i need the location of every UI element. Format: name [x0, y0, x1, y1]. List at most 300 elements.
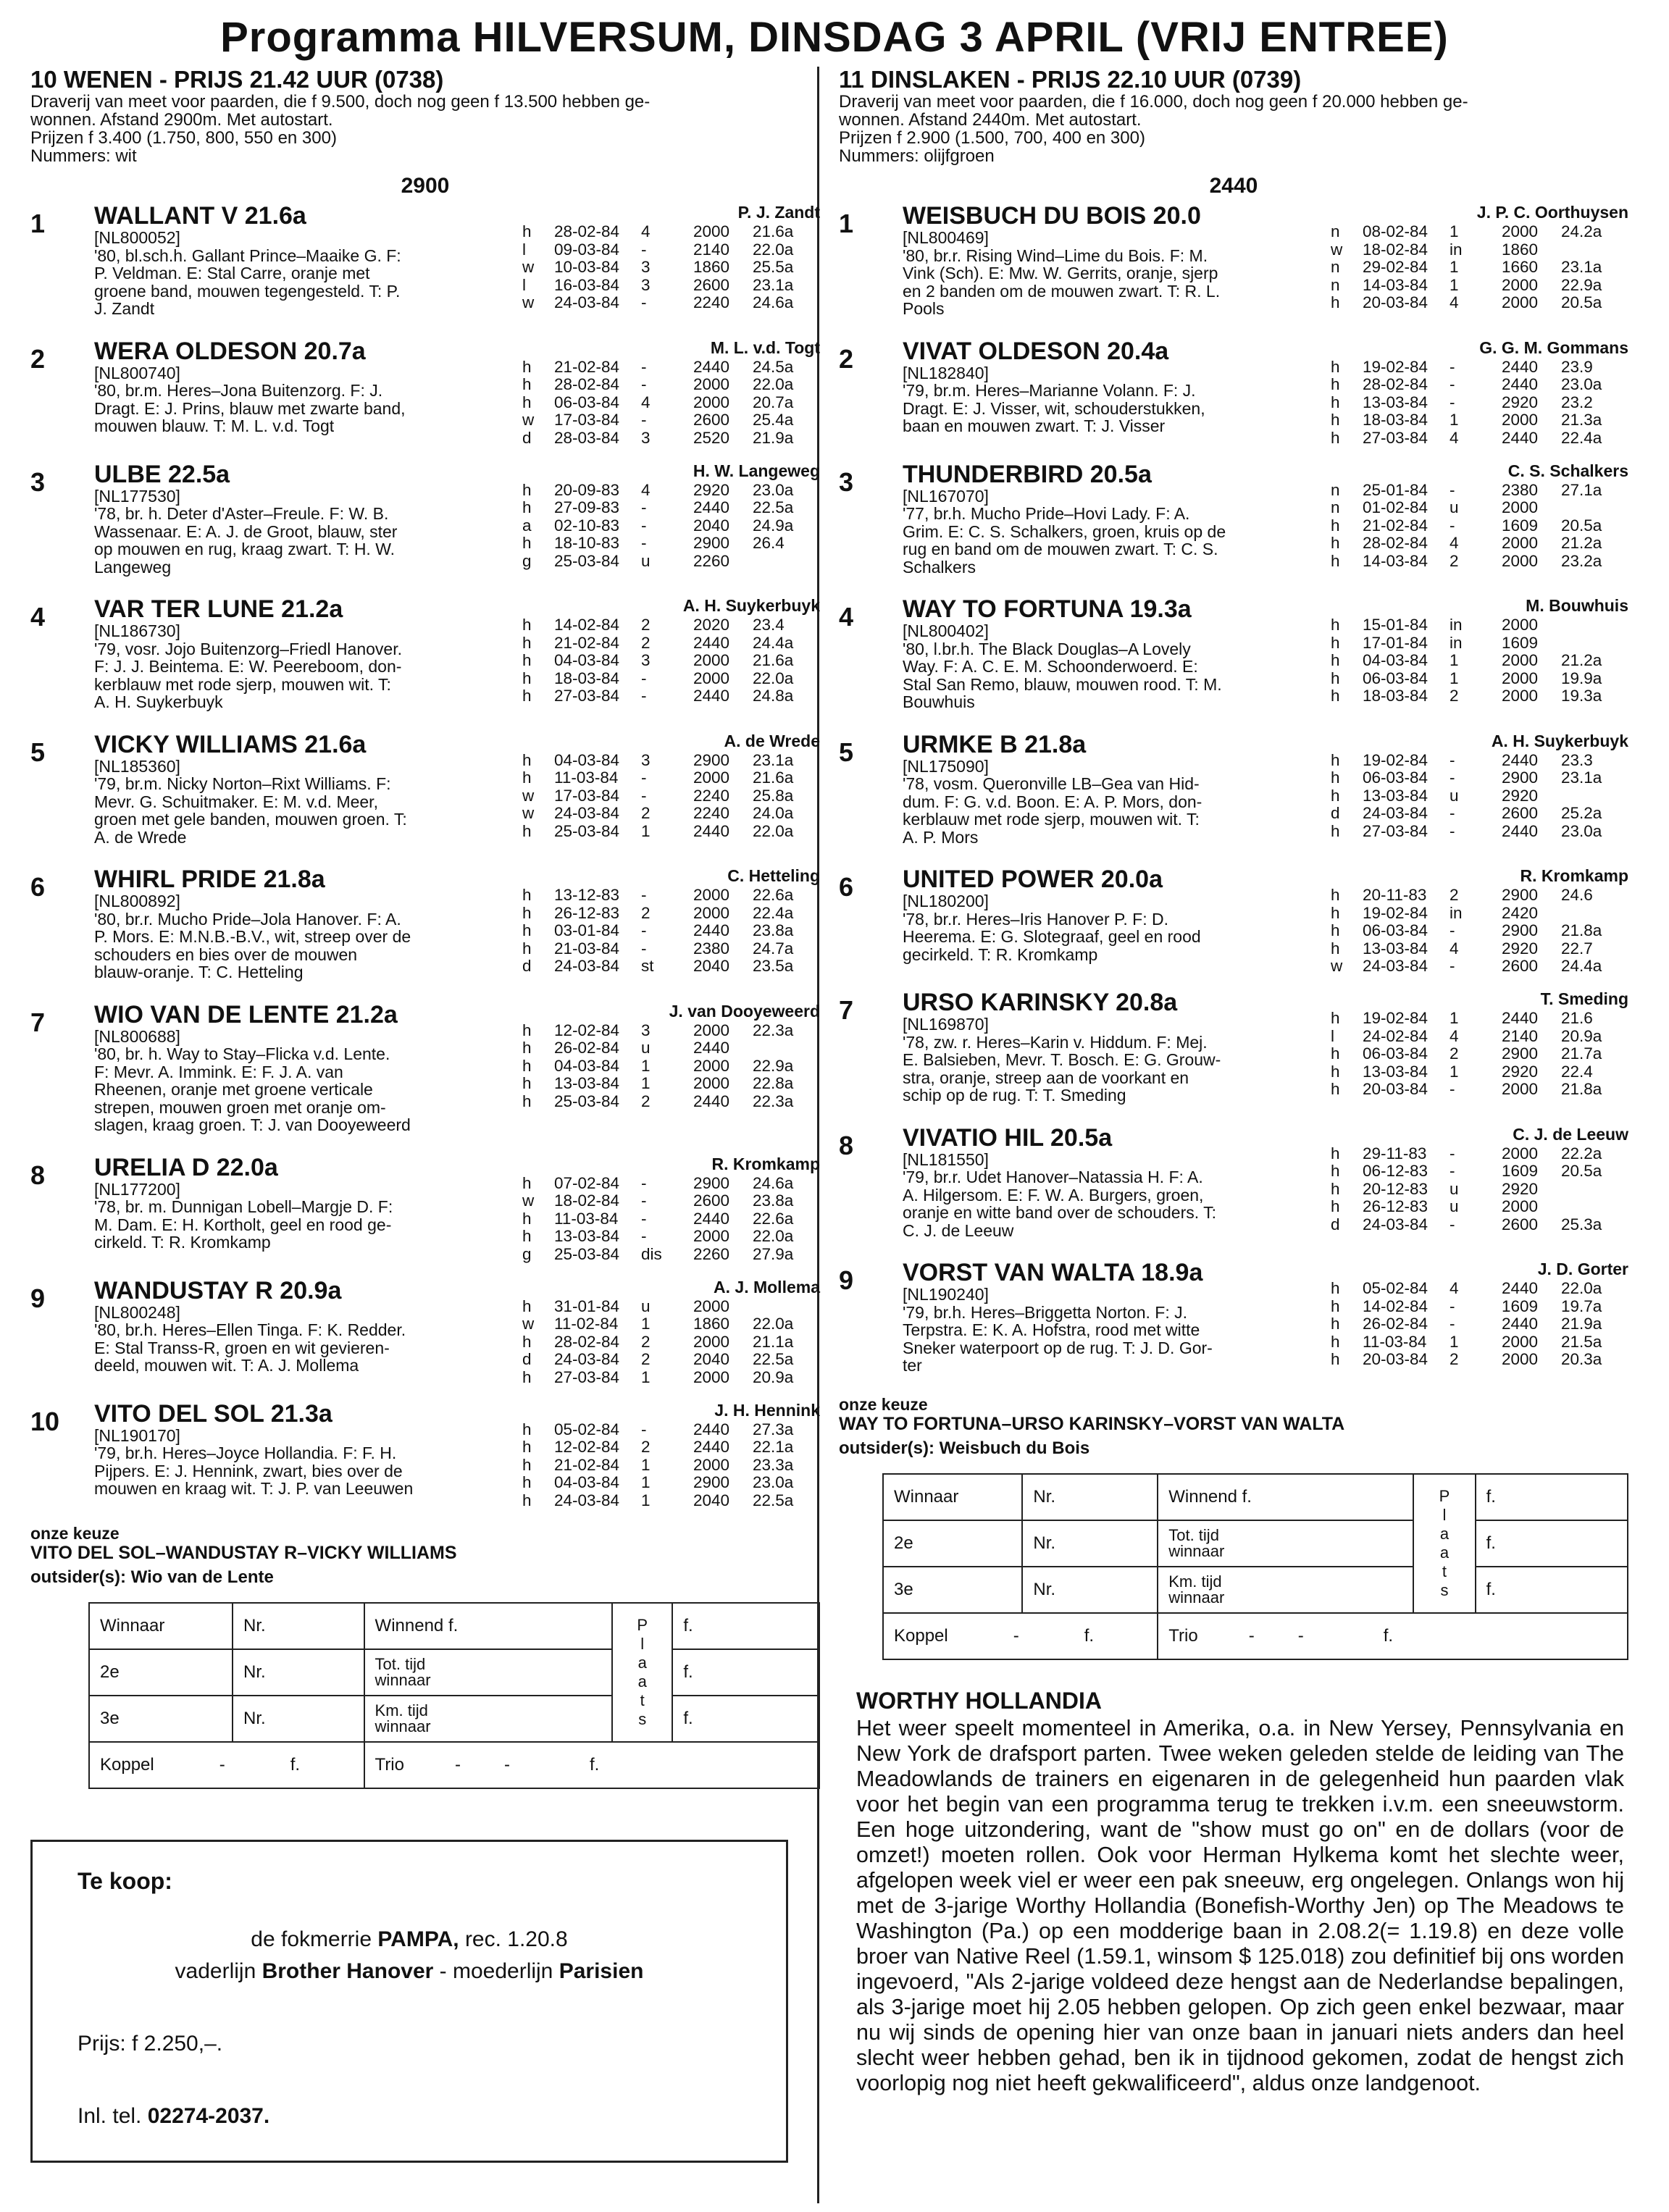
result-table [88, 1602, 820, 1789]
form-track: d [522, 428, 532, 447]
form-distance: 2380 [693, 939, 730, 958]
form-place: 1 [641, 821, 651, 840]
plaats-letter: P [637, 1615, 648, 1634]
form-distance: 2900 [693, 750, 730, 769]
form-row [1328, 905, 1605, 923]
race-desc-line: Draverij van meet voor paarden, die f 16.000, doch nog geen f 20.000 hebben ge- [839, 92, 1468, 112]
form-date: 04-03-84 [554, 1056, 620, 1075]
form-track: h [1331, 821, 1340, 840]
horse-info-line: mouwen en kraag wit. T: J. P. van Leeuwen [94, 1479, 414, 1498]
form-date: 04-03-84 [554, 1473, 620, 1491]
entry-body [94, 866, 514, 981]
form-date: 05-02-84 [554, 1420, 620, 1438]
horse-info-line: '79, br.h. Heres–Briggetta Norton. F: J. [903, 1302, 1188, 1322]
form-date: 29-02-84 [1363, 258, 1429, 276]
form-row [519, 616, 796, 634]
horse-info [94, 229, 514, 318]
entry-body [94, 1401, 514, 1498]
horse-info [94, 622, 514, 711]
km-tijd-label [364, 1696, 613, 1742]
form-row [519, 1022, 796, 1040]
form-distance: 2900 [1502, 886, 1539, 904]
form-track: n [1331, 498, 1340, 516]
form-table [1328, 482, 1605, 571]
form-track: h [1331, 669, 1340, 687]
outsider-name: Wio van de Lente [130, 1567, 274, 1587]
form-time: 22.5a [753, 1350, 794, 1368]
form-place: 3 [641, 750, 651, 769]
form-time: 21.8a [1561, 1080, 1602, 1098]
form-time: 20.9a [753, 1367, 794, 1386]
form-place: 1 [1450, 275, 1459, 294]
form-track: h [522, 1455, 532, 1474]
form-place: - [641, 768, 647, 787]
form-row [1328, 482, 1605, 500]
ad-dam-line: Parisien [559, 1959, 644, 1983]
form-row [1328, 958, 1605, 976]
form-time: 26.4 [753, 534, 785, 552]
trainer-name: A. H. Suykerbuyk [682, 596, 820, 615]
form-distance: 2440 [1502, 1009, 1539, 1027]
horse-info-line: E. Balsieben, Mevr. T. Bosch. E: G. Grouw- [903, 1050, 1221, 1069]
race-desc-line: Nummers: wit [30, 146, 137, 166]
place-2-amount: f. [672, 1649, 819, 1696]
form-track: h [522, 821, 532, 840]
trio-dash: - [455, 1754, 461, 1775]
result-row [883, 1567, 1628, 1613]
form-distance: 2260 [693, 1244, 730, 1263]
horse-info [94, 1028, 514, 1134]
horse-info [903, 758, 1323, 847]
form-distance: 2000 [1502, 534, 1539, 552]
form-date: 21-02-84 [554, 357, 620, 376]
trainer-name: R. Kromkamp [711, 1154, 820, 1173]
entries-list [839, 203, 1628, 1381]
form-place: 3 [641, 275, 651, 294]
trio-cell [1158, 1613, 1628, 1659]
form-track: a [522, 516, 532, 535]
form-track: w [522, 258, 535, 276]
form-place: - [1450, 768, 1455, 787]
form-distance: 2040 [693, 1491, 730, 1509]
form-place: 2 [641, 633, 651, 652]
form-time: 25.8a [753, 786, 794, 805]
horse-info-line: [NL800469] [903, 228, 989, 247]
horse-info-line: [NL800688] [94, 1026, 180, 1046]
form-track: w [522, 804, 535, 822]
form-row [519, 1351, 796, 1369]
form-time: 23.0a [1561, 821, 1602, 840]
form-distance: 2900 [693, 1473, 730, 1491]
race-desc-line: Prijzen f 3.400 (1.750, 800, 550 en 300) [30, 128, 337, 148]
form-time: 22.0a [753, 375, 794, 393]
form-row [519, 634, 796, 653]
form-table [1328, 223, 1605, 312]
entry-number: 8 [30, 1160, 46, 1190]
form-row [519, 1315, 796, 1333]
form-distance: 2920 [1502, 393, 1539, 411]
form-distance: 2000 [693, 1455, 730, 1474]
form-date: 17-03-84 [554, 411, 620, 429]
trainer-name: J. D. Gorter [1537, 1260, 1628, 1278]
form-track: h [1331, 516, 1340, 535]
form-row [519, 499, 796, 517]
horse-info-line: [NL169870] [903, 1015, 989, 1034]
form-date: 11-02-84 [554, 1315, 619, 1333]
form-row [1328, 359, 1605, 377]
form-place: - [1450, 1215, 1455, 1233]
koppel-label: Koppel [894, 1625, 948, 1646]
horse-info-line: E: Stal Transs-R, groen en wit gevieren- [94, 1338, 390, 1357]
form-distance: 2920 [1502, 1179, 1539, 1198]
form-row [519, 1457, 796, 1475]
horse-info-line: '80, br.r. Rising Wind–Lime du Bois. F: M. [903, 246, 1208, 265]
form-place: 4 [641, 393, 651, 411]
horse-info-line: stra, oranje, streep aan de voorkant en [903, 1068, 1189, 1087]
form-date: 12-02-84 [554, 1438, 620, 1456]
form-place: - [641, 669, 647, 687]
outsider-line [30, 1567, 820, 1588]
horse-info-line: [NL177530] [94, 486, 180, 506]
form-row [1328, 499, 1605, 517]
form-time: 24.8a [753, 687, 794, 705]
form-distance: 2000 [693, 1332, 730, 1351]
form-distance: 2440 [1502, 821, 1539, 840]
form-distance: 2600 [693, 1191, 730, 1210]
form-track: h [1331, 1009, 1340, 1027]
form-place: - [1450, 921, 1455, 939]
trainer-name: A. de Wrede [724, 731, 820, 750]
form-track: h [1331, 1279, 1340, 1297]
form-row [519, 1369, 796, 1387]
horse-info-line: '80, br. h. Way to Stay–Flicka v.d. Lente. [94, 1044, 390, 1063]
form-date: 24-03-84 [1363, 957, 1429, 975]
form-row [1328, 430, 1605, 448]
form-date: 13-03-84 [1363, 393, 1429, 411]
form-date: 06-12-83 [1363, 1162, 1429, 1180]
form-place: - [1450, 957, 1455, 975]
horse-info [903, 1151, 1323, 1240]
horse-info-line: groen met gele banden, mouwen groen. T: [94, 810, 407, 829]
form-track: h [1331, 768, 1340, 787]
form-time [750, 1039, 796, 1057]
form-track: h [522, 480, 532, 499]
form-place: 3 [641, 651, 651, 669]
form-place: in [1450, 633, 1463, 652]
result-row [883, 1474, 1628, 1520]
form-track: g [522, 551, 532, 570]
place-3-amount: f. [1476, 1567, 1628, 1613]
trainer-name: C. S. Schalkers [1507, 461, 1628, 480]
form-distance: 2000 [693, 393, 730, 411]
form-date: 18-02-84 [554, 1191, 620, 1210]
form-distance: 2000 [693, 1227, 730, 1245]
form-time: 24.7a [753, 939, 794, 958]
form-track: h [1331, 786, 1340, 805]
form-row [1328, 1081, 1605, 1099]
form-distance: 2900 [693, 1173, 730, 1192]
form-date: 27-03-84 [554, 1367, 620, 1386]
form-place: u [1450, 1179, 1459, 1198]
form-row [519, 1492, 796, 1510]
form-date: 19-02-84 [1363, 357, 1429, 376]
form-distance: 2240 [693, 786, 730, 805]
horse-entry [839, 989, 1628, 1110]
form-time: 24.2a [1561, 222, 1602, 240]
entry-number: 3 [839, 466, 854, 497]
horse-name: VIVATIO HIL 20.5a [903, 1123, 1113, 1152]
entry-number: 5 [839, 737, 854, 767]
horse-info-line: '80, br.m. Heres–Jona Buitenzorg. F: J. [94, 381, 383, 400]
result-row [89, 1696, 819, 1742]
form-date: 24-03-84 [554, 1350, 620, 1368]
form-place: - [641, 939, 647, 958]
entry-body [94, 1278, 514, 1375]
form-date: 13-03-84 [1363, 939, 1429, 958]
horse-info-line: '80, l.br.h. The Black Douglas–A Lovely [903, 639, 1191, 658]
horse-entry [30, 866, 820, 987]
form-place: - [641, 516, 647, 535]
form-track: h [522, 886, 532, 904]
horse-info-line: Mevr. G. Schuitmaker. E: M. v.d. Meer, [94, 792, 378, 811]
form-date: 27-03-84 [554, 687, 620, 705]
form-place: - [641, 687, 647, 705]
form-time: 24.9a [753, 516, 794, 535]
plaats-letter: a [1439, 1543, 1450, 1562]
form-time: 20.5a [1561, 516, 1602, 535]
form-track: h [1331, 411, 1340, 429]
horse-info-line: gecirkeld. T: R. Kromkamp [903, 944, 1098, 964]
form-row [519, 922, 796, 940]
form-date: 24-03-84 [554, 957, 620, 975]
horse-info-line: C. J. de Leeuw [903, 1220, 1014, 1240]
form-track: h [1331, 1332, 1340, 1351]
form-distance: 2000 [693, 1056, 730, 1075]
trio-dash: - [504, 1754, 510, 1775]
form-table [519, 1022, 796, 1111]
tot-tijd-line1: Tot. tijd [1168, 1525, 1219, 1544]
form-place: 1 [641, 1367, 651, 1386]
form-date: 28-02-84 [1363, 375, 1429, 393]
form-date: 24-03-84 [554, 804, 620, 822]
horse-info [94, 1304, 514, 1375]
form-date: 26-12-83 [1363, 1197, 1429, 1215]
form-distance: 2000 [693, 1367, 730, 1386]
ad-line1-post: rec. 1.20.8 [459, 1927, 568, 1951]
form-date: 14-03-84 [1363, 275, 1429, 294]
form-time: 27.1a [1561, 480, 1602, 499]
form-row [519, 1210, 796, 1228]
form-time: 20.5a [1561, 293, 1602, 311]
form-track: h [1331, 939, 1340, 958]
horse-info [94, 1181, 514, 1252]
form-date: 08-02-84 [1363, 222, 1429, 240]
form-place: 2 [641, 1350, 651, 1368]
horse-info-line: '79, vosr. Jojo Buitenzorg–Friedl Hanover. [94, 639, 403, 658]
form-track: d [522, 1350, 532, 1368]
form-time [1558, 499, 1605, 517]
form-row [1328, 1198, 1605, 1216]
form-date: 21-03-84 [554, 939, 620, 958]
form-time: 22.9a [1561, 275, 1602, 294]
form-time: 22.3a [753, 1092, 794, 1110]
form-date: 18-10-83 [554, 534, 620, 552]
form-row [519, 1438, 796, 1457]
horse-name: WALLANT V 21.6a [94, 202, 306, 230]
form-track: h [1331, 1080, 1340, 1098]
form-row [1328, 940, 1605, 958]
form-place: 1 [1450, 411, 1459, 429]
race-header: 11 DINSLAKEN - PRIJS 22.10 UUR (0739) [839, 66, 1302, 93]
form-time: 19.3a [1561, 687, 1602, 705]
horse-info-line: Dragt. E: J. Visser, wit, schouderstukken, [903, 398, 1205, 418]
horse-info-line: A. H. Suykerbuyk [94, 692, 223, 711]
horse-info-line: '79, br.m. Nicky Norton–Rixt Williams. F: [94, 774, 391, 793]
onze-keuze-picks: WAY TO FORTUNA–URSO KARINSKY–VORST VAN WALTA [839, 1413, 1345, 1434]
form-date: 02-10-83 [554, 516, 620, 535]
form-place: - [1450, 480, 1455, 499]
form-time: 21.1a [753, 1332, 794, 1351]
horse-info-line: schouders en bies over de mouwen [94, 944, 358, 964]
form-time: 22.0a [753, 240, 794, 259]
form-place: 1 [641, 1074, 651, 1092]
form-date: 27-09-83 [554, 498, 620, 516]
horse-info-line: M. Dam. E: H. Kortholt, geel en rood ge- [94, 1215, 392, 1234]
form-time: 23.0a [753, 480, 794, 499]
horse-info-line: Bouwhuis [903, 692, 975, 711]
trio-label: Trio [375, 1754, 404, 1775]
form-time: 22.9a [753, 1056, 794, 1075]
form-row [1328, 805, 1605, 823]
form-date: 21-02-84 [554, 633, 620, 652]
form-date: 13-03-84 [1363, 786, 1429, 805]
form-time: 21.8a [1561, 921, 1602, 939]
form-place: u [1450, 1197, 1459, 1215]
form-place: 2 [641, 903, 651, 922]
form-place: u [1450, 498, 1459, 516]
form-row [519, 752, 796, 770]
form-distance: 2000 [693, 669, 730, 687]
page-title [0, 13, 1669, 62]
form-track: w [522, 1315, 535, 1333]
form-row [519, 223, 796, 241]
form-row [1328, 1028, 1605, 1046]
form-distance: 2440 [693, 1209, 730, 1228]
form-time: 21.9a [1561, 1315, 1602, 1333]
form-time: 24.6a [753, 1173, 794, 1192]
form-track: h [1331, 1179, 1340, 1198]
form-distance: 1609 [1502, 1296, 1539, 1315]
form-distance: 1609 [1502, 633, 1539, 652]
form-distance: 1860 [693, 258, 730, 276]
form-date: 19-02-84 [1363, 1009, 1429, 1027]
form-time: 21.3a [1561, 411, 1602, 429]
horse-info [903, 622, 1323, 711]
form-date: 28-02-84 [554, 1332, 620, 1351]
form-time: 22.2a [1561, 1144, 1602, 1162]
form-date: 25-01-84 [1363, 480, 1429, 499]
form-row [519, 787, 796, 805]
entry-body [94, 338, 514, 435]
form-time [750, 553, 796, 571]
form-date: 06-03-84 [554, 393, 620, 411]
form-row [1328, 376, 1605, 394]
form-row [519, 277, 796, 295]
tot-tijd-line2: winnaar [375, 1670, 431, 1689]
horse-info-line: [NL181550] [903, 1149, 989, 1169]
form-place: 2 [1450, 1044, 1459, 1063]
horse-info-line: '80, bl.sch.h. Gallant Prince–Maaike G. F: [94, 246, 401, 265]
plaats-letter: l [1442, 1505, 1447, 1524]
entry-body [903, 989, 1323, 1105]
form-time: 21.5a [1561, 1332, 1602, 1351]
entry-number: 1 [30, 209, 46, 238]
form-track: h [522, 357, 532, 376]
koppel-label: Koppel [100, 1754, 154, 1775]
form-time: 23.8a [753, 921, 794, 939]
form-table [519, 482, 796, 571]
form-date: 03-01-84 [554, 921, 620, 939]
horse-info-line: deeld, mouwen wit. T: A. J. Mollema [94, 1356, 359, 1375]
form-row [1328, 922, 1605, 940]
form-distance: 2600 [1502, 1215, 1539, 1233]
horse-info [903, 364, 1323, 435]
form-track: h [1331, 551, 1340, 570]
form-track: h [522, 222, 532, 240]
entry-number: 7 [839, 995, 854, 1025]
form-time: 22.0a [753, 1315, 794, 1333]
form-distance: 2000 [1502, 551, 1539, 570]
entry-number: 2 [839, 343, 854, 374]
tot-tijd-label [364, 1649, 613, 1696]
form-time: 27.3a [753, 1420, 794, 1438]
onze-keuze-label: onze keuze [30, 1523, 120, 1543]
form-place: - [1450, 393, 1455, 411]
horse-info-line: oranje en witte band over de schouders. T: [903, 1203, 1217, 1222]
race-desc-line: wonnen. Afstand 2900m. Met autostart. [30, 110, 333, 130]
horse-info [94, 758, 514, 847]
form-row [1328, 394, 1605, 412]
form-track: h [1331, 428, 1340, 447]
entry-number: 9 [839, 1265, 854, 1295]
form-row [1328, 787, 1605, 805]
page-title-main: HILVERSUM, DINSDAG 3 APRIL (VRIJ ENTREE) [472, 14, 1449, 61]
entry-body [903, 1125, 1323, 1240]
form-place: st [641, 957, 654, 975]
form-date: 25-03-84 [554, 1092, 620, 1110]
form-date: 18-02-84 [1363, 240, 1429, 259]
form-distance: 2040 [693, 1350, 730, 1368]
form-time: 21.6a [753, 768, 794, 787]
horse-info [94, 364, 514, 435]
form-time: 22.3a [753, 1021, 794, 1039]
ad-sire-line: Brother Hanover [262, 1959, 434, 1983]
form-time: 22.5a [753, 498, 794, 516]
form-distance: 2440 [693, 1420, 730, 1438]
form-time: 21.9a [753, 428, 794, 447]
form-distance: 2440 [693, 1092, 730, 1110]
form-row [1328, 1315, 1605, 1333]
nr-label: Nr. [233, 1603, 364, 1649]
form-table [519, 752, 796, 841]
form-place: - [641, 921, 647, 939]
nr-label: Nr. [1022, 1520, 1158, 1567]
form-time: 24.5a [753, 357, 794, 376]
form-date: 18-03-84 [1363, 687, 1429, 705]
horse-name: WAY TO FORTUNA 19.3a [903, 595, 1192, 623]
form-date: 13-12-83 [554, 886, 620, 904]
horse-info-line: '79, br.r. Udet Hanover–Natassia H. F: A. [903, 1168, 1203, 1186]
